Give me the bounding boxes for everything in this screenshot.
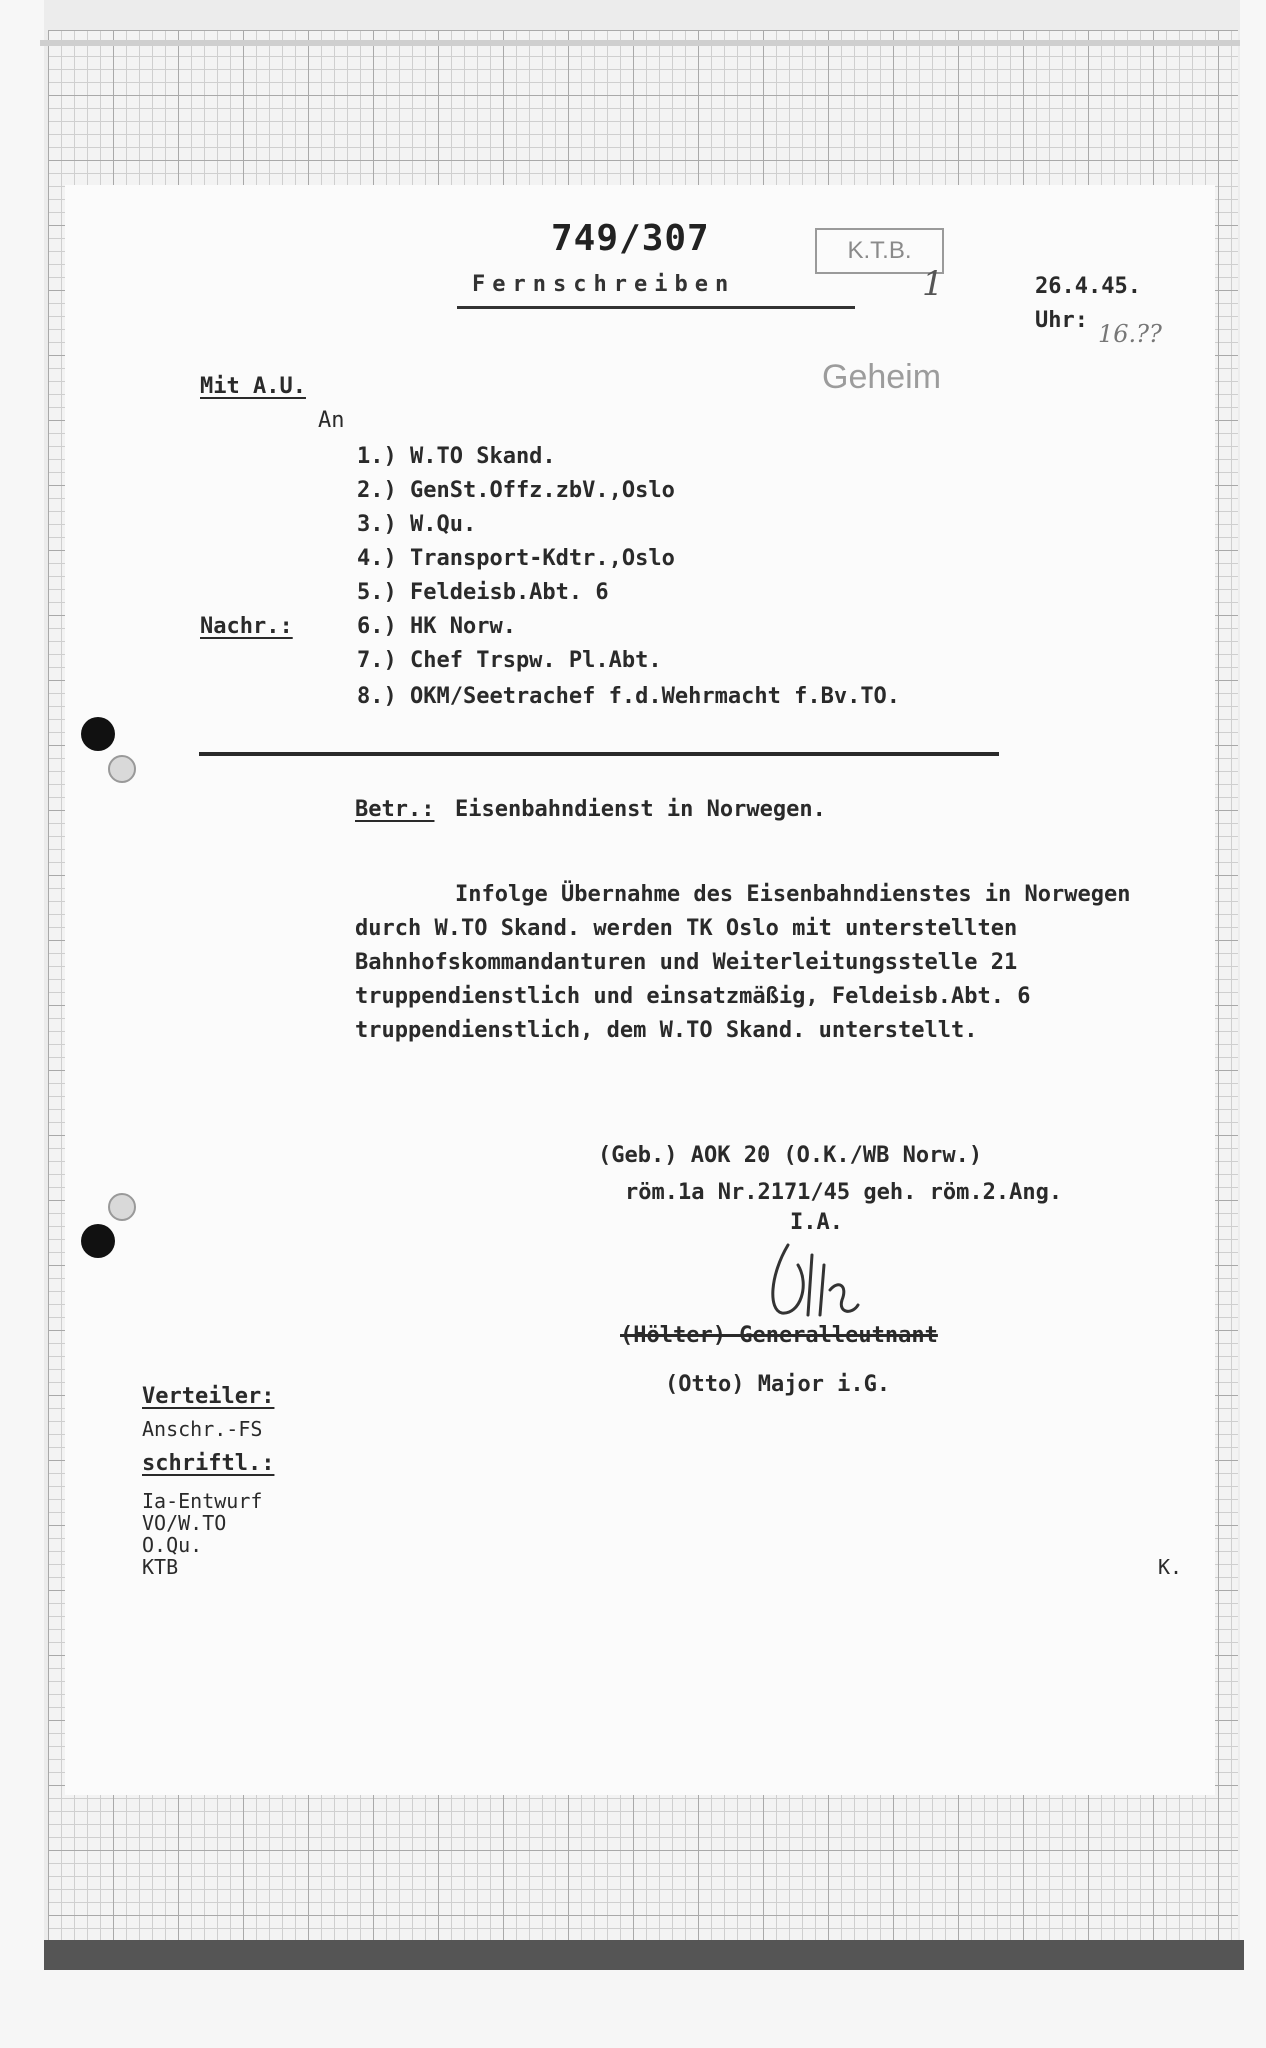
verteiler-label: Verteiler: <box>142 1384 275 1409</box>
handwritten-mark: 1 <box>922 264 944 304</box>
footer-initial: K. <box>1158 1555 1183 1579</box>
body-line: Infolge Übernahme des Eisenbahndienstes in Norwegen <box>455 882 1131 907</box>
body-line: truppendienstlich, dem W.TO Skand. unterstellt. <box>355 1018 978 1043</box>
date: 26.4.45. <box>1035 274 1141 299</box>
scan-shadow-top <box>40 40 1240 46</box>
scan-margin-right <box>1240 0 1266 2048</box>
ktb-stamp: K.T.B. <box>815 228 944 274</box>
signatory: (Otto) Major i.G. <box>665 1372 891 1397</box>
addressee-item: 3.) W.Qu. <box>357 512 477 537</box>
time-label: Uhr: <box>1035 308 1088 333</box>
body-line: Bahnhofskommandanturen und Weiterleitungsstelle 21 <box>355 950 1018 975</box>
mit-label: Mit A.U. <box>200 374 306 399</box>
punch-hole <box>81 717 115 751</box>
scan-shadow-bottom <box>44 1940 1244 1970</box>
struck-name: (Hölter) Generalleutnant <box>620 1323 938 1348</box>
classification-stamp: Geheim <box>822 358 942 396</box>
anschr-item: Anschr.-FS <box>142 1417 263 1441</box>
addressee-item: 7.) Chef Trspw. Pl.Abt. <box>357 648 662 673</box>
addressee-item: 6.) HK Norw. <box>357 614 516 639</box>
punch-hole <box>81 1224 115 1258</box>
addressee-item: 4.) Transport-Kdtr.,Oslo <box>357 546 675 571</box>
schriftl-label: schriftl.: <box>142 1451 275 1476</box>
punch-hole-ring <box>108 755 136 783</box>
sender-line: (Geb.) AOK 20 (O.K./WB Norw.) <box>598 1143 983 1168</box>
betr-label: Betr.: <box>355 797 435 822</box>
scan-margin-bottom <box>0 1970 1266 2048</box>
distribution-item: Ia-Entwurf <box>142 1489 263 1513</box>
body-line: durch W.TO Skand. werden TK Oslo mit unterstellten <box>355 916 1018 941</box>
scan-margin-left <box>0 0 44 2048</box>
subject: Eisenbahndienst in Norwegen. <box>455 797 826 822</box>
document-number: 749/307 <box>551 218 710 259</box>
handwritten-time: 16.?? <box>1098 320 1162 348</box>
addressee-item: 2.) GenSt.Offz.zbV.,Oslo <box>357 478 675 503</box>
addressee-item: 1.) W.TO Skand. <box>357 444 556 469</box>
separator-rule <box>199 752 999 756</box>
addressee-item: 5.) Feldeisb.Abt. 6 <box>357 580 609 605</box>
body-line: truppendienstlich und einsatzmäßig, Feldeisb.Abt. 6 <box>355 984 1031 1009</box>
addressee-item: 8.) OKM/Seetrachef f.d.Wehrmacht f.Bv.TO. <box>357 684 901 709</box>
ia-line: I.A. <box>790 1210 843 1235</box>
distribution-item: KTB <box>142 1555 179 1579</box>
reference-line: röm.1a Nr.2171/45 geh. röm.2.Ang. <box>625 1180 1063 1205</box>
distribution-item: O.Qu. <box>142 1533 203 1557</box>
handwritten-signature <box>760 1235 870 1325</box>
distribution-item: VO/W.TO <box>142 1511 227 1535</box>
punch-hole-ring <box>108 1193 136 1221</box>
document-type: Fernschreiben <box>472 272 736 297</box>
an-label: An <box>318 408 345 433</box>
nachr-label: Nachr.: <box>200 614 293 639</box>
title-underline <box>457 306 855 309</box>
